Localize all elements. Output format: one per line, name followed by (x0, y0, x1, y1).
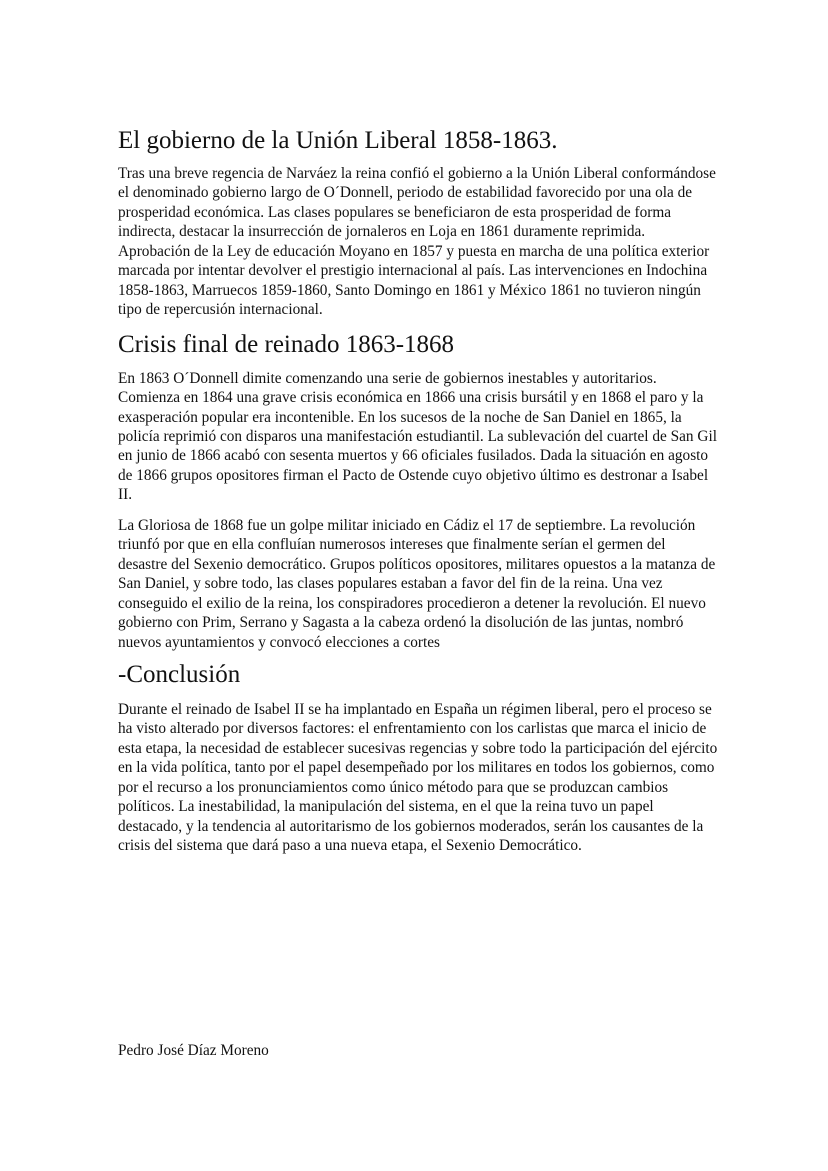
paragraph: En 1863 O´Donnell dimite comenzando una serie de gobiernos inestables y autoritarios. Comienza en 1864 una grave crisis económica en 1866 una crisis bursátil y en 1868 el paro y la exasperación popular era incontenible. En los sucesos de la noche de San Daniel en 1865, la policía reprimió con disparos una manifestación estudiantil. La sublevación del cuartel de San Gil en junio de 1866 acabó con sesenta muertos y 66 oficiales fusilados. Dada la situación en agosto de 1866 grupos opositores firman el Pacto de Ostende cuyo objetivo último es destronar a Isabel II. (118, 369, 717, 504)
section-body-union-liberal (118, 164, 718, 320)
paragraph: Tras una breve regencia de Narváez la reina confió el gobierno a la Unión Liberal conformándose el denominado gobierno largo de O´Donnell, periodo de estabilidad favorecido por una ola de prosperidad económica. Las clases populares se beneficiaron de esta prosperidad de forma indirecta, destacar la insurrección de jornaleros en Loja en 1861 duramente reprimida. Aprobación de la Ley de educación Moyano en 1857 y puesta en marcha de una política exterior marcada por intentar devolver el prestigio internacional al país. Las intervenciones en Indochina 1858-1863, Marruecos 1859-1860, Santo Domingo en 1861 y México 1861 no tuvieron ningún tipo de repercusión internacional. (118, 165, 716, 319)
section-heading-conclusion: -Conclusión (118, 660, 241, 688)
section-heading-union-liberal: El gobierno de la Unión Liberal 1858-1863. (118, 127, 558, 154)
author-name: Pedro José Díaz Moreno (118, 1042, 269, 1059)
document-body (118, 126, 718, 856)
paragraph: La Gloriosa de 1868 fue un golpe militar iniciado en Cádiz el 17 de septiembre. La revolución triunfó por que en ella confluían numerosos intereses que finalmente serían el germen del desastre del Sexenio democrático. Grupos políticos opositores, militares opuestos a la matanza de San Daniel, y sobre todo, las clases populares estaban a favor del fin de la reina. Una vez conseguido el exilio de la reina, los conspiradores procedieron a detener la revolución. El nuevo gobierno con Prim, Serrano y Sagasta a la cabeza ordenó la disolución de las juntas, nombró nuevos ayuntamientos y convocó elecciones a cortes (118, 516, 716, 651)
section-body-crisis-final (118, 369, 718, 652)
paragraph: Durante el reinado de Isabel II se ha implantado en España un régimen liberal, pero el proceso se ha visto alterado por diversos factores: el enfrentamiento con los carlistas que marca el inicio de esta etapa, la necesidad de establecer sucesivas regencias y sobre todo la participación del ejército en la vida política, tanto por el papel desempeñado por los militares en todos los gobiernos, como por el recurso a los pronunciamientos como único método para que se produzcan cambios políticos. La inestabilidad, la manipulación del sistema, en el que la reina tuvo un papel destacado, y la tendencia al autoritarismo de los gobiernos moderados, serán los causantes de la crisis del sistema que dará paso a una nueva etapa, el Sexenio Democrático. (118, 700, 718, 855)
section-heading-crisis-final: Crisis final de reinado 1863-1868 (118, 330, 455, 358)
section-body-conclusion (118, 700, 718, 856)
